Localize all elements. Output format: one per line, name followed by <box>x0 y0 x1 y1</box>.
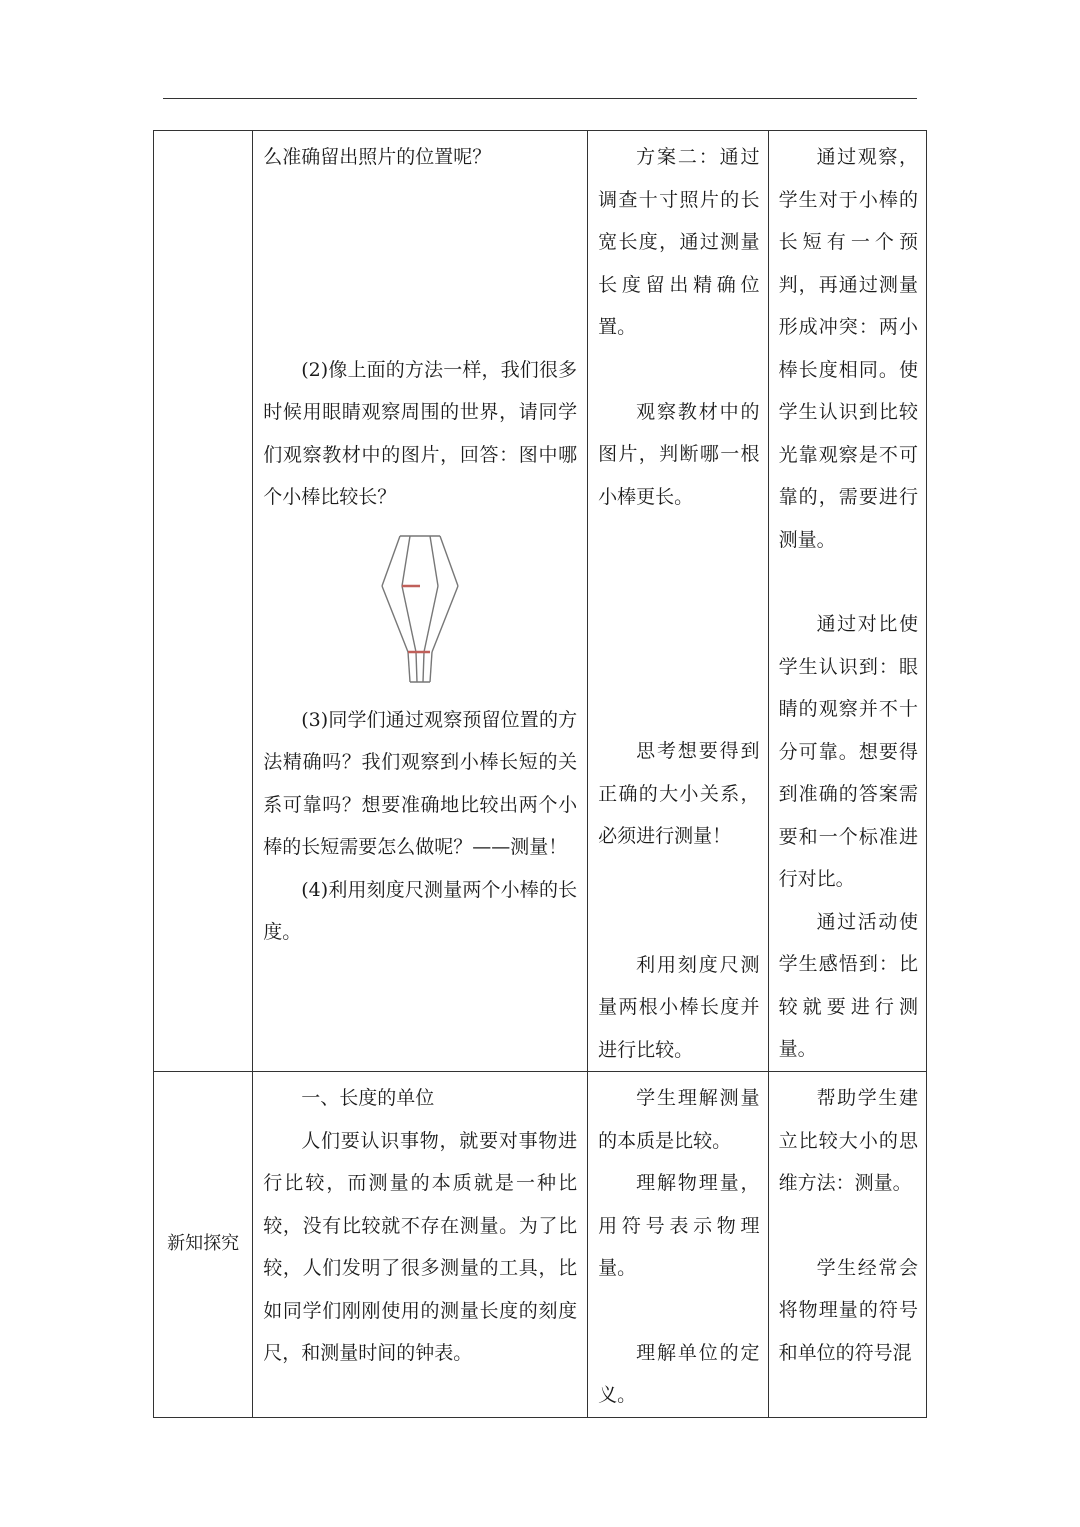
teacher-activity-cell <box>253 1072 588 1418</box>
student-text: 利用刻度尺测量两根小棒长度并进行比较。 <box>598 953 760 1061</box>
student-text: 理解单位的定义。 <box>598 1341 760 1406</box>
design-intent-cell <box>768 1072 926 1418</box>
student-text: 方案二：通过调查十寸照片的长宽长度，通过测量长度留出精确位置。 <box>598 146 760 338</box>
teacher-text: 么准确留出照片的位置呢？ <box>263 146 492 168</box>
header-rule <box>163 98 917 99</box>
intent-text: 通过活动使学生感悟到：比较就要进行测量。 <box>778 910 918 1060</box>
student-activity-cell <box>588 131 768 1072</box>
student-text: 理解物理量，用符号表示物理量。 <box>598 1172 760 1279</box>
student-text: 思考想要得到正确的大小关系，必须进行测量！ <box>598 740 760 847</box>
rods-illusion-image <box>380 534 460 684</box>
student-activity-cell <box>588 1072 768 1418</box>
teacher-text: (3)同学们通过观察预留位置的方法精确吗？我们观察到小棒长短的关系可靠吗？想要准确地比较出两个小棒的长短需要怎么做呢？——测量！ <box>263 708 578 858</box>
student-text: 观察教材中的图片，判断哪一根小棒更长。 <box>598 400 760 508</box>
teacher-text: 人们要认识事物，就要对事物进行比较，而测量的本质就是一种比较，没有比较就不存在测量。为了比较，人们发明了很多测量的工具，比如同学们刚刚使用的测量长度的刻度尺，和测量时间的钟表。 <box>263 1129 578 1364</box>
intent-text: 通过对比使学生认识到：眼睛的观察并不十分可靠。想要得到准确的答案需要和一个标准进行对比。 <box>778 613 918 890</box>
table-row <box>154 1072 927 1418</box>
student-text: 学生理解测量的本质是比较。 <box>598 1087 760 1152</box>
segment-label: 新知探究 <box>167 1233 240 1254</box>
teacher-text: (2)像上面的方法一样，我们很多时候用眼睛观察周围的世界，请同学们观察教材中的图片，回答：图中哪个小棒比较长？ <box>263 358 578 508</box>
lesson-plan-table <box>153 130 927 1418</box>
teacher-text: (4)利用刻度尺测量两个小棒的长度。 <box>263 878 578 943</box>
intent-text: 通过观察，学生对于小棒的长短有一个预判，再通过测量形成冲突：两小棒长度相同。使学生认识到比较光靠观察是不可靠的，需要进行测量。 <box>778 146 918 551</box>
segment-cell <box>154 131 253 1072</box>
segment-cell <box>154 1072 253 1418</box>
table-row <box>154 131 927 1072</box>
intent-text: 学生经常会将物理量的符号和单位的符号混 <box>778 1256 918 1364</box>
teacher-activity-cell <box>253 131 588 1072</box>
design-intent-cell <box>768 131 926 1072</box>
intent-text: 帮助学生建立比较大小的思维方法：测量。 <box>778 1087 918 1194</box>
section-heading: 一、长度的单位 <box>301 1087 435 1109</box>
rods-diagram <box>263 519 577 699</box>
